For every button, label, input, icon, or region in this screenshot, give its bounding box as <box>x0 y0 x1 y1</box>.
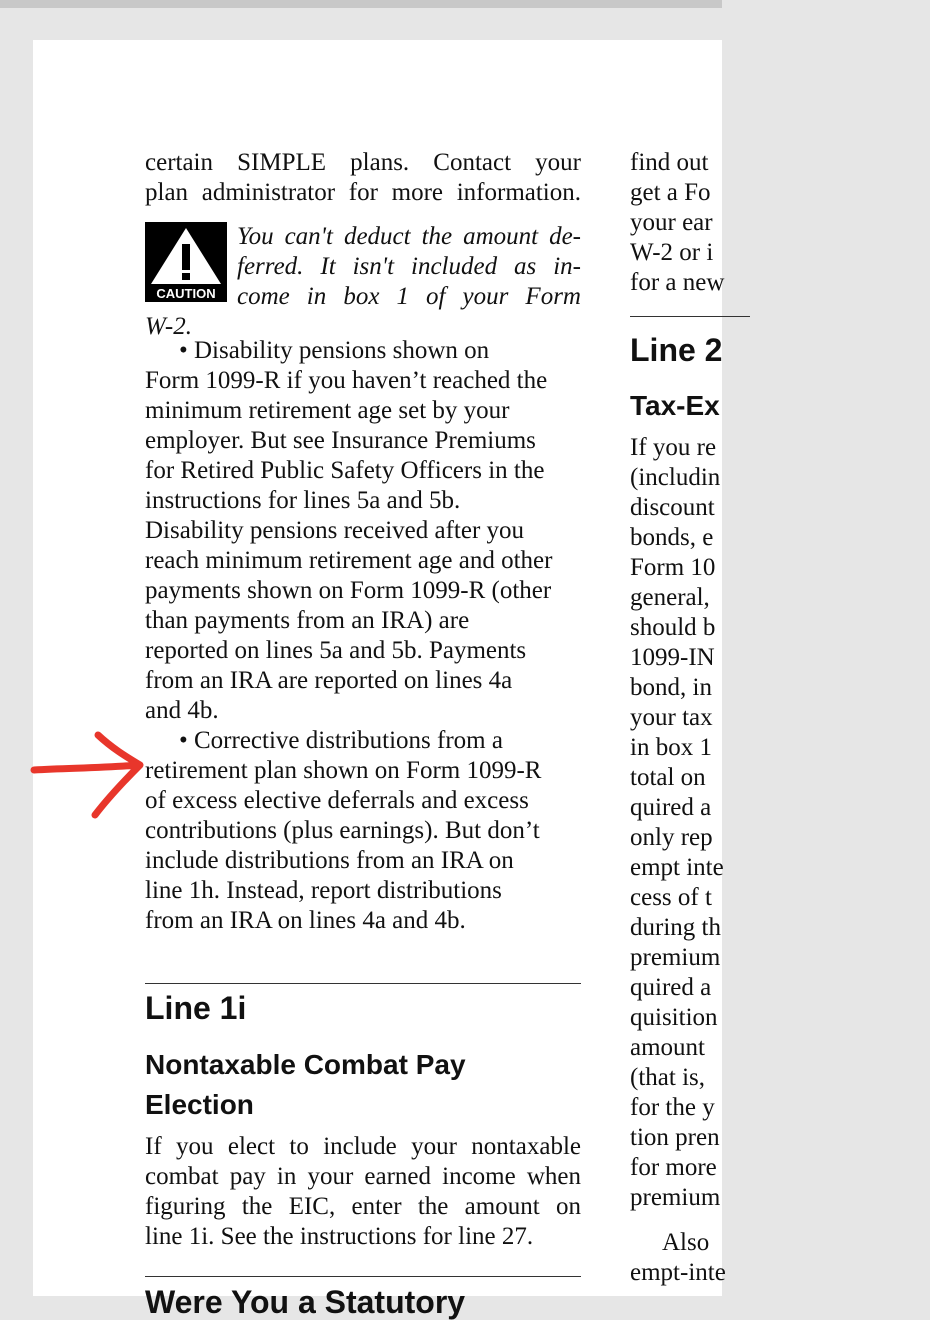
text-line: 1099-IN <box>630 644 715 671</box>
section-divider <box>145 1276 581 1277</box>
text-line: of excess elective deferrals and excess <box>145 787 529 814</box>
caution-icon-label: CAUTION <box>156 286 216 301</box>
text-line: in box 1 <box>630 734 712 761</box>
section-subheading: Nontaxable Combat Pay <box>145 1049 466 1080</box>
section-divider <box>630 316 750 317</box>
text-line: figuring the EIC, enter the amount on <box>145 1193 581 1220</box>
text-line: instructions for lines 5a and 5b. <box>145 487 461 514</box>
text-line: your ear <box>630 209 713 236</box>
text-line: only rep <box>630 824 713 851</box>
text-line: than payments from an IRA) are <box>145 607 470 634</box>
text-line: If you re <box>630 434 717 461</box>
text-line: ferred. It isn't included as in- <box>237 253 581 280</box>
text-line: • Corrective distributions from a <box>179 727 503 754</box>
text-line: and 4b. <box>145 697 219 724</box>
text-line: total on <box>630 764 706 791</box>
right-section-heading: Line 2 <box>630 332 723 368</box>
text-line: cess of t <box>630 884 712 911</box>
right-column <box>630 148 930 298</box>
text-line: premium <box>630 944 721 971</box>
text-line: for Retired Public Safety Officers in the <box>145 457 545 484</box>
text-line: (that is, <box>630 1064 705 1091</box>
section-subheading: Election <box>145 1089 254 1120</box>
text-line: find out <box>630 149 709 176</box>
text-line: minimum retirement age set by your <box>145 397 510 424</box>
intro-paragraph <box>145 148 581 208</box>
text-line: discount <box>630 494 715 521</box>
text-line: for a new <box>630 269 725 296</box>
bullet-disability-pensions <box>145 336 581 726</box>
text-line: Form 10 <box>630 554 716 581</box>
section-divider <box>145 983 581 984</box>
text-line: Disability pensions received after you <box>145 517 525 544</box>
text-line: Also <box>662 1229 710 1256</box>
text-line: reported on lines 5a and 5b. Payments <box>145 637 527 664</box>
right-section-subheading: Tax-Ex <box>630 390 720 421</box>
text-line: reach minimum retirement age and other <box>145 547 553 574</box>
caution-note <box>145 222 581 340</box>
text-line: empt-inte <box>630 1259 726 1286</box>
text-line: contributions (plus earnings). But don’t <box>145 817 540 844</box>
text-line: certain SIMPLE plans. Contact your <box>145 149 581 176</box>
text-line: W-2. <box>145 313 192 340</box>
text-line: from an IRA on lines 4a and 4b. <box>145 907 466 934</box>
text-line: general, <box>630 584 710 611</box>
text-line: If you elect to include your nontaxable <box>145 1133 581 1160</box>
text-line: empt inte <box>630 854 724 881</box>
text-line: quired a <box>630 794 712 821</box>
text-line: (includin <box>630 464 721 491</box>
bullet-corrective-distributions <box>145 726 581 936</box>
text-line: W-2 or i <box>630 239 714 266</box>
right-section-body <box>630 433 830 1288</box>
text-line: plan administrator for more information. <box>145 179 581 206</box>
text-line: come in box 1 of your Form <box>237 283 581 310</box>
text-line: tion pren <box>630 1124 720 1151</box>
text-line: employer. But see Insurance Premiums <box>145 427 536 454</box>
text-line: quisition <box>630 1004 718 1031</box>
text-line: include distributions from an IRA on <box>145 847 514 874</box>
text-line: amount <box>630 1034 705 1061</box>
left-column <box>145 148 581 936</box>
text-line: from an IRA are reported on lines 4a <box>145 667 513 694</box>
text-line: line 1i. See the instructions for line 27. <box>145 1223 534 1250</box>
next-section-heading: Were You a Statutory <box>145 1284 466 1320</box>
text-line: Form 1099-R if you haven’t reached the <box>145 367 548 394</box>
text-line: bonds, e <box>630 524 714 551</box>
text-line: should b <box>630 614 716 641</box>
text-line: your tax <box>630 704 713 731</box>
viewer-top-bar <box>0 0 722 8</box>
text-line: for the y <box>630 1094 715 1121</box>
text-line: get a Fo <box>630 179 711 206</box>
text-line: for more <box>630 1154 717 1181</box>
section-heading: Line 1i <box>145 990 247 1026</box>
text-line: You can't deduct the amount de- <box>237 223 581 250</box>
text-line: premium <box>630 1184 721 1211</box>
caution-text <box>145 222 581 342</box>
text-line: combat pay in your earned income when <box>145 1163 581 1190</box>
section-body <box>145 1132 581 1252</box>
text-line: • Disability pensions shown on <box>179 337 490 364</box>
document-page[interactable] <box>33 40 726 1320</box>
text-line: line 1h. Instead, report distributions <box>145 877 502 904</box>
text-line: payments shown on Form 1099-R (other <box>145 577 552 604</box>
text-line: quired a <box>630 974 712 1001</box>
text-line: retirement plan shown on Form 1099-R <box>145 757 542 784</box>
text-line: bond, in <box>630 674 712 701</box>
text-line: during th <box>630 914 721 941</box>
